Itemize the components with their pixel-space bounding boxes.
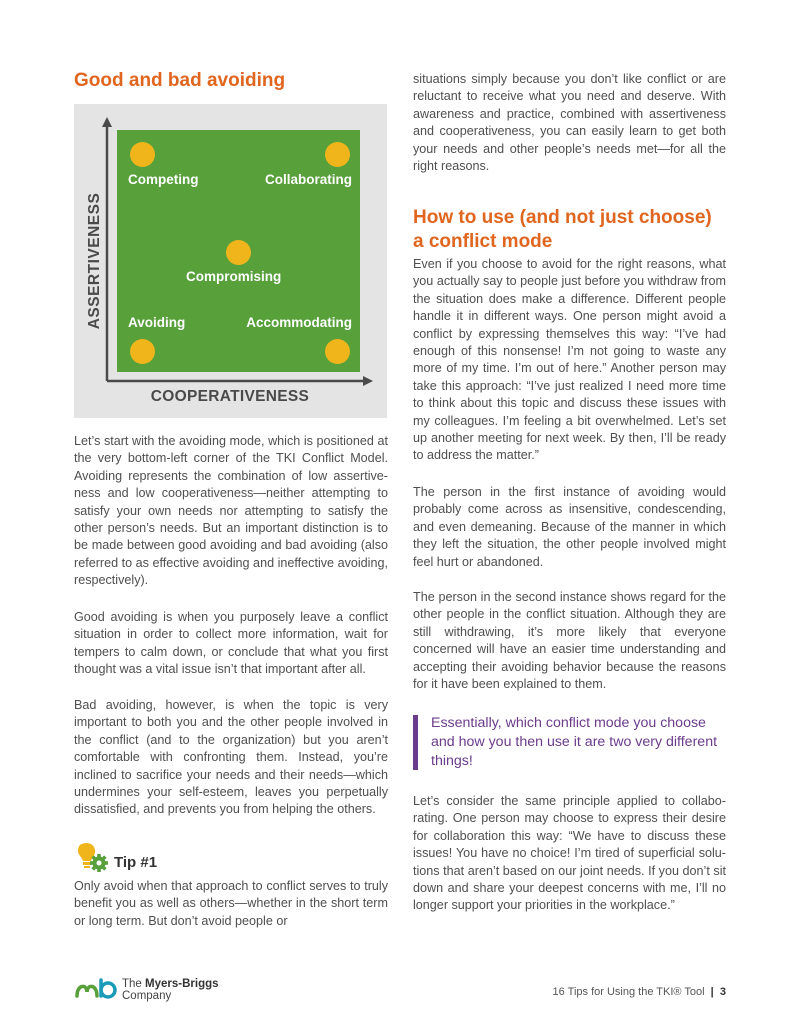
section-heading-good-bad-avoiding: Good and bad avoiding <box>74 70 286 91</box>
logo-prefix: The <box>122 978 146 990</box>
tki-conflict-grid <box>117 130 360 372</box>
accommodating-label: Accommodating <box>246 315 352 330</box>
paragraph-bad-avoiding: Bad avoiding, however, is when the topic is very important to both you and the other people involved in the conflict (and to the organization) but you aren’t comfortable with confronting them. Instead, you’re inclined to sacrifice your needs and their needs—which undermines your self-esteem, leaves you perpetually dissatisfied, and prevents you from helping the others. <box>74 698 388 817</box>
myers-briggs-logo-icon <box>74 976 120 1000</box>
company-logo-text <box>122 978 219 1002</box>
page-number: 3 <box>719 986 726 998</box>
logo-company: Company <box>122 990 172 1002</box>
quote-accent-bar <box>413 715 418 770</box>
section-heading-how-to-use: How to use (and not just choose) a conflict mode <box>413 207 712 252</box>
assertiveness-axis-label: ASSERTIVENESS <box>86 192 103 330</box>
compromising-dot <box>226 240 251 265</box>
avoiding-label: Avoiding <box>128 315 186 330</box>
cooperativeness-axis-label: COOPERATIVENESS <box>150 388 310 405</box>
footer-page-info <box>553 986 726 998</box>
compromising-label: Compromising <box>186 269 282 284</box>
collaborating-dot <box>325 142 350 167</box>
paragraph-continuation: situations simply because you don’t like conflict or are reluctant to receive what you need and deserve. With awareness and practice, combined with assertiveness and cooperativeness, you can easily learn to get both your needs and other people’s needs met—for all the right reasons. <box>413 72 726 174</box>
paragraph-how-to-avoid: Even if you choose to avoid for the right reasons, what you actually say to people just before you withdraw from the situation does make a difference. Different people handle it in different ways. One person might avoid a conflict by expressing themselves this way: “I’ve had enough of this nonsense! I’m not going to waste any more of my time. I’m out of here.” Another person may take this approach: “I’ve just realized I need more time to think about this topic and discuss these issues with my colleagues. I’m feeling a bit overwhelmed. Let’s set up another meeting for next week. By then, I’ll be ready to address the matter.” <box>413 257 726 463</box>
logo-brand: Myers-Briggs <box>145 978 219 990</box>
tip-title: Tip #1 <box>114 854 158 871</box>
pull-quote: Essentially, which conflict mode you choose and how you then use it are two very different things! <box>431 715 718 769</box>
competing-dot <box>130 142 155 167</box>
lightbulb-gear-icon <box>74 842 110 874</box>
paragraph-first-instance: The person in the first instance of avoiding would probably come across as insensitive, condescending, and even demeaning. Because of the manner in which they left the situation, the other people involved might feel hurt or abandoned. <box>413 485 726 569</box>
footer-separator: | <box>710 986 714 998</box>
paragraph-second-instance: The person in the second instance shows regard for the other people in the conflict situation. Although they are still withdrawing, it’s more likely that everyone concerned will have an easier time understanding and accepting their avoiding behavior because the reasons for it have been explained to them. <box>413 590 726 692</box>
avoiding-dot <box>130 339 155 364</box>
competing-label: Competing <box>128 172 199 187</box>
collaborating-label: Collaborating <box>265 172 352 187</box>
paragraph-collaborating: Let’s consider the same principle applied to collabo-rating. One person may choose to express their desire for collaboration this way: “We have to discuss these issues! You have no choice! I’m tired of superficial solu-tions that aren’t based on our joint needs. If you don’t sit down and share your deepest concerns with me, I’ll no longer support your priorities in the workplace.” <box>413 794 726 913</box>
paragraph-good-avoiding: Good avoiding is when you purposely leave a conflict situation in order to collect more information, wait for tempers to calm down, or conclude that what you first thought was a vital issue isn’t that important after all. <box>74 610 388 677</box>
footer-doc-title: 16 Tips for Using the TKI® Tool <box>552 986 705 998</box>
tip-text: Only avoid when that approach to conflict serves to truly benefit you as well as others—whether in the short term or long term. But don’t avoid people or <box>74 879 388 928</box>
paragraph-avoiding-intro: Let’s start with the avoiding mode, which is positioned at the very bottom-left corner of the TKI Conflict Model. Avoiding represents the combination of low assertive-ness and low cooperativeness—neither attempting to satisfy your own needs nor attempting to satisfy the other person’s needs. But an important distinction is to be made between good avoiding and bad avoiding (also referred to as effective avoiding and ineffective avoiding, respectively). <box>74 434 388 588</box>
accommodating-dot <box>325 339 350 364</box>
